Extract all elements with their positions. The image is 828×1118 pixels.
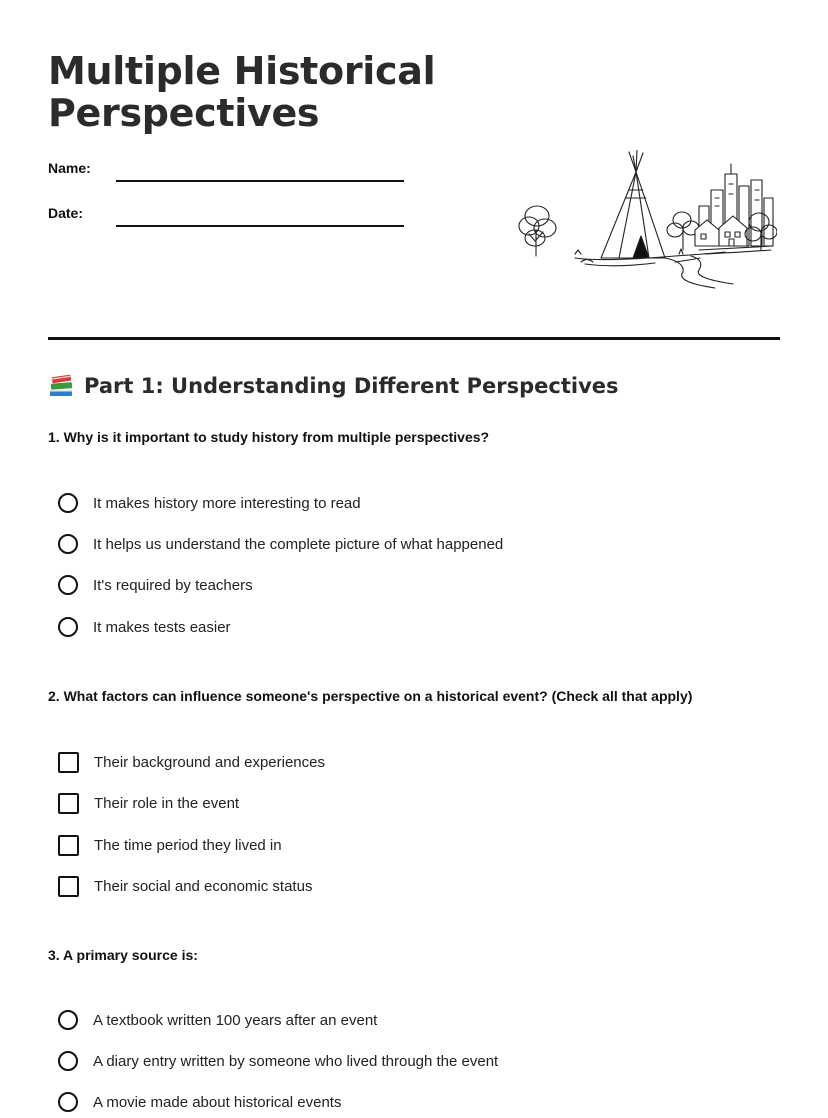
radio-button[interactable] <box>58 1092 78 1112</box>
date-label: Date: <box>48 205 84 221</box>
q1-option-4[interactable] <box>58 614 231 640</box>
checkbox[interactable] <box>58 793 79 814</box>
teepee-city-illustration <box>515 150 777 290</box>
checkbox[interactable] <box>58 876 79 897</box>
radio-button[interactable] <box>58 1051 78 1071</box>
q2-option-1[interactable] <box>58 749 325 775</box>
name-field[interactable] <box>48 160 408 190</box>
option-label: It makes tests easier <box>93 618 231 636</box>
date-field[interactable] <box>48 205 408 235</box>
section-divider <box>48 337 780 340</box>
radio-button[interactable] <box>58 493 78 513</box>
option-label: Their background and experiences <box>94 753 325 771</box>
q2-option-2[interactable] <box>58 790 239 816</box>
section-title: Part 1: Understanding Different Perspectives <box>84 374 619 398</box>
q1-option-3[interactable] <box>58 572 253 598</box>
option-label: It helps us understand the complete picture of what happened <box>93 535 504 553</box>
checkbox[interactable] <box>58 835 79 856</box>
option-label: It's required by teachers <box>93 576 253 594</box>
option-label: It makes history more interesting to read <box>93 494 361 512</box>
option-label: The time period they lived in <box>94 836 282 854</box>
option-label: Their role in the event <box>94 794 240 812</box>
radio-button[interactable] <box>58 617 78 637</box>
option-label: Their social and economic status <box>94 877 313 895</box>
name-label: Name: <box>48 160 91 176</box>
title-line-2: Perspectives <box>48 91 320 135</box>
title-line-1: Multiple Historical <box>48 49 436 93</box>
section-heading <box>48 374 619 398</box>
name-line[interactable] <box>116 180 404 182</box>
q2-option-4[interactable] <box>58 873 312 899</box>
radio-button[interactable] <box>58 1010 78 1030</box>
q3-option-3[interactable] <box>58 1089 341 1115</box>
books-icon <box>48 374 74 398</box>
worksheet-page <box>48 0 780 1118</box>
q1-option-2[interactable] <box>58 531 503 557</box>
option-label: A movie made about historical events <box>93 1093 342 1111</box>
option-label: A diary entry written by someone who lived through the event <box>93 1052 499 1070</box>
question-2-prompt: 2. What factors can influence someone's perspective on a historical event? (Check all that apply) <box>48 688 693 704</box>
q1-option-1[interactable] <box>58 490 361 516</box>
q3-option-1[interactable] <box>58 1007 377 1033</box>
q3-option-2[interactable] <box>58 1048 498 1074</box>
date-line[interactable] <box>116 225 404 227</box>
question-1-prompt: 1. Why is it important to study history from multiple perspectives? <box>48 429 490 445</box>
option-label: A textbook written 100 years after an event <box>93 1011 378 1029</box>
radio-button[interactable] <box>58 575 78 595</box>
worksheet-title <box>48 50 468 134</box>
radio-button[interactable] <box>58 534 78 554</box>
checkbox[interactable] <box>58 752 79 773</box>
q2-option-3[interactable] <box>58 832 282 858</box>
question-3-prompt: 3. A primary source is: <box>48 947 198 963</box>
